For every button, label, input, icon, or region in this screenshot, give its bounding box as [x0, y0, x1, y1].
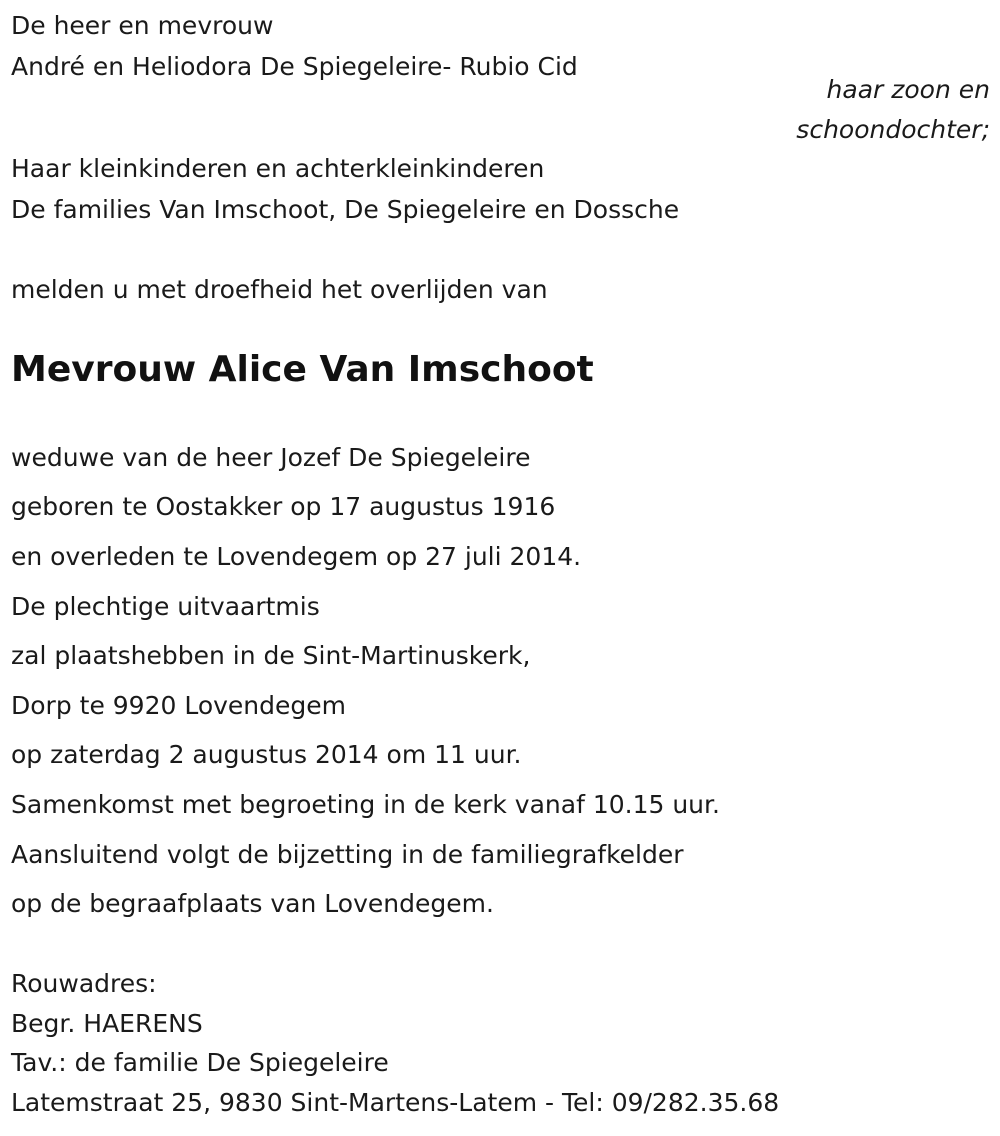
relation-line-1: haar zoon en [826, 75, 990, 104]
detail-line: zal plaatshebben in de Sint-Martinuskerk, [11, 641, 531, 670]
detail-line: en overleden te Lovendegem op 27 juli 2014. [11, 542, 582, 571]
announcer-line-4: De families Van Imschoot, De Spiegeleire en Dossche [11, 195, 680, 224]
announcement-text: melden u met droefheid het overlijden van [11, 275, 548, 304]
mourning-address-line-1: Begr. HAERENS [11, 1009, 203, 1038]
relation-line-2: schoondochter; [796, 115, 990, 144]
detail-line: De plechtige uitvaartmis [11, 592, 320, 621]
announcer-line-3: Haar kleinkinderen en achterkleinkinderen [11, 154, 545, 183]
announcer-line-2: André en Heliodora De Spiegeleire- Rubio Cid [11, 52, 578, 81]
announcer-line-1: De heer en mevrouw [11, 11, 274, 40]
detail-line: op de begraafplaats van Lovendegem. [11, 889, 494, 918]
mourning-address-line-3: Latemstraat 25, 9830 Sint-Martens-Latem - Tel: 09/282.35.68 [11, 1088, 780, 1117]
mourning-address-line-2: Tav.: de familie De Spiegeleire [11, 1048, 389, 1077]
detail-line: geboren te Oostakker op 17 augustus 1916 [11, 492, 556, 521]
mourning-address-label: Rouwadres: [11, 969, 157, 998]
detail-line: weduwe van de heer Jozef De Spiegeleire [11, 443, 531, 472]
detail-line: Aansluitend volgt de bijzetting in de familiegrafkelder [11, 840, 684, 869]
deceased-name: Mevrouw Alice Van Imschoot [11, 349, 594, 390]
detail-line: op zaterdag 2 augustus 2014 om 11 uur. [11, 740, 522, 769]
detail-line: Samenkomst met begroeting in de kerk vanaf 10.15 uur. [11, 790, 720, 819]
detail-line: Dorp te 9920 Lovendegem [11, 691, 346, 720]
